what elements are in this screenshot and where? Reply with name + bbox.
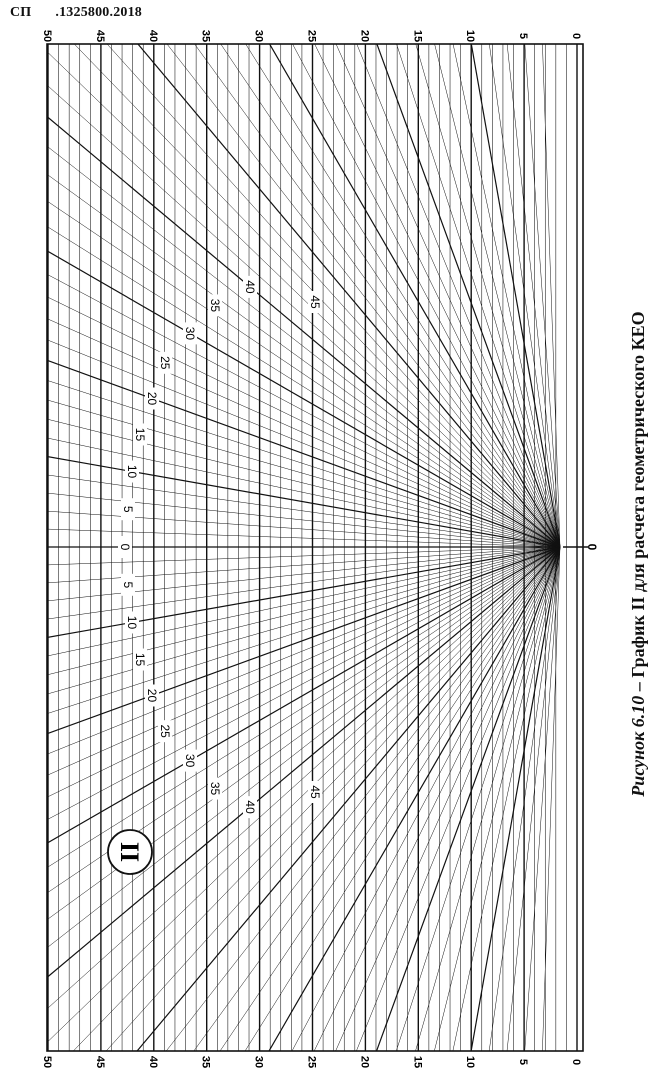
minor-ray-line xyxy=(0,547,560,988)
ray-label: 30 xyxy=(183,753,197,768)
minor-ray-line xyxy=(227,547,560,1074)
major-ray-line xyxy=(282,547,560,1074)
minor-ray-line xyxy=(0,0,560,547)
minor-ray-line xyxy=(337,547,560,1074)
axis-tick-label: 10 xyxy=(464,29,477,43)
ray-label: 25 xyxy=(158,356,172,370)
standard-prefix: СП xyxy=(10,5,32,20)
caption-dash: – xyxy=(628,677,648,696)
axis-tick-label: 0 xyxy=(570,1058,582,1066)
axis-tick-label: 40 xyxy=(146,29,159,43)
minor-ray-line xyxy=(0,0,560,547)
minor-ray-line xyxy=(0,0,560,547)
axis-tick-label: 5 xyxy=(517,32,530,40)
minor-ray-line xyxy=(119,0,560,547)
minor-ray-line xyxy=(0,160,560,547)
axis-tick-label: 35 xyxy=(199,29,212,43)
ray-label: 5 xyxy=(121,505,135,513)
axis-tick-label: 20 xyxy=(358,29,371,43)
major-ray-line xyxy=(0,0,560,547)
minor-ray-line xyxy=(0,547,560,934)
minor-ray-line xyxy=(0,106,560,547)
figure-title: График II для расчета геометрического КЕО xyxy=(628,311,648,678)
axis-tick-label: 20 xyxy=(358,1055,371,1069)
minor-ray-line xyxy=(0,53,560,547)
axis-tick-label: 25 xyxy=(305,29,318,43)
axis-tick-label: 50 xyxy=(41,1055,53,1069)
minor-ray-line xyxy=(0,491,560,547)
major-ray-line xyxy=(282,0,560,547)
ray-label: 15 xyxy=(133,427,147,442)
ray-label: 25 xyxy=(158,724,172,738)
axis-tick-label: 25 xyxy=(305,1055,318,1069)
axis-tick-label: 0 xyxy=(570,32,582,40)
major-ray-line xyxy=(0,0,560,547)
axis-tick-label: 30 xyxy=(252,29,265,43)
ray-label: 45 xyxy=(308,295,322,309)
ray-label: 45 xyxy=(308,785,322,799)
minor-ray-line xyxy=(0,547,560,1041)
figure-caption xyxy=(628,44,650,1064)
minor-ray-line xyxy=(0,0,560,547)
axis-tick-label: 15 xyxy=(411,1055,424,1069)
minor-ray-line xyxy=(0,0,560,547)
minor-ray-line xyxy=(0,0,560,547)
ray-label: 35 xyxy=(208,781,222,796)
minor-ray-line xyxy=(448,0,560,547)
ray-label: 10 xyxy=(125,464,139,479)
axis-tick-label: 45 xyxy=(93,29,106,43)
axis-tick-label: 10 xyxy=(464,1055,477,1069)
major-ray-line xyxy=(0,0,560,547)
minor-ray-line xyxy=(0,0,560,547)
minor-ray-line xyxy=(0,0,560,547)
minor-ray-line xyxy=(0,547,560,1074)
axis-tick-label: 40 xyxy=(146,1055,159,1069)
axis-tick-label: 30 xyxy=(252,1055,265,1069)
minor-ray-line xyxy=(0,0,560,547)
minor-ray-line xyxy=(0,0,560,547)
ray-label: 15 xyxy=(133,652,147,667)
graph-badge xyxy=(108,830,152,874)
minor-ray-line xyxy=(0,0,560,547)
ray-label: 10 xyxy=(125,615,139,630)
minor-ray-line xyxy=(0,0,560,547)
ray-label: 0 xyxy=(118,543,132,551)
ray-label: 35 xyxy=(208,298,222,313)
minor-ray-line xyxy=(0,0,560,547)
minor-ray-line xyxy=(0,0,560,547)
standard-number: .1325800.2018 xyxy=(55,5,143,20)
axis-tick-label: 5 xyxy=(517,1058,530,1066)
axis-tick-label: 45 xyxy=(93,1055,106,1069)
graph-id-label: II xyxy=(115,841,144,863)
ray-label: 30 xyxy=(183,326,197,341)
ray-label: 20 xyxy=(145,391,159,406)
minor-ray-line xyxy=(0,0,560,547)
minor-ray-line xyxy=(0,0,560,547)
axis-tick-label: 15 xyxy=(411,29,424,43)
major-ray-line xyxy=(0,547,560,825)
minor-ray-line xyxy=(227,0,560,547)
ray-label: 5 xyxy=(121,581,135,589)
minor-ray-line xyxy=(0,0,560,547)
major-ray-line xyxy=(0,0,560,547)
axis-tick-label: 50 xyxy=(41,29,53,43)
ray-label: 40 xyxy=(243,280,257,294)
ray-label: 20 xyxy=(145,688,159,703)
major-ray-line xyxy=(0,0,560,547)
minor-ray-line xyxy=(173,547,560,1074)
figure-number: Рисунок 6.10 xyxy=(628,695,648,797)
minor-ray-line xyxy=(0,0,560,547)
ray-label: 40 xyxy=(243,800,257,814)
major-ray-line xyxy=(0,269,560,547)
minor-ray-line xyxy=(0,0,560,547)
minor-ray-line xyxy=(0,0,560,547)
axis-tick-label: 35 xyxy=(199,1055,212,1069)
center-label: 0 xyxy=(585,543,599,551)
minor-ray-line xyxy=(0,547,560,603)
